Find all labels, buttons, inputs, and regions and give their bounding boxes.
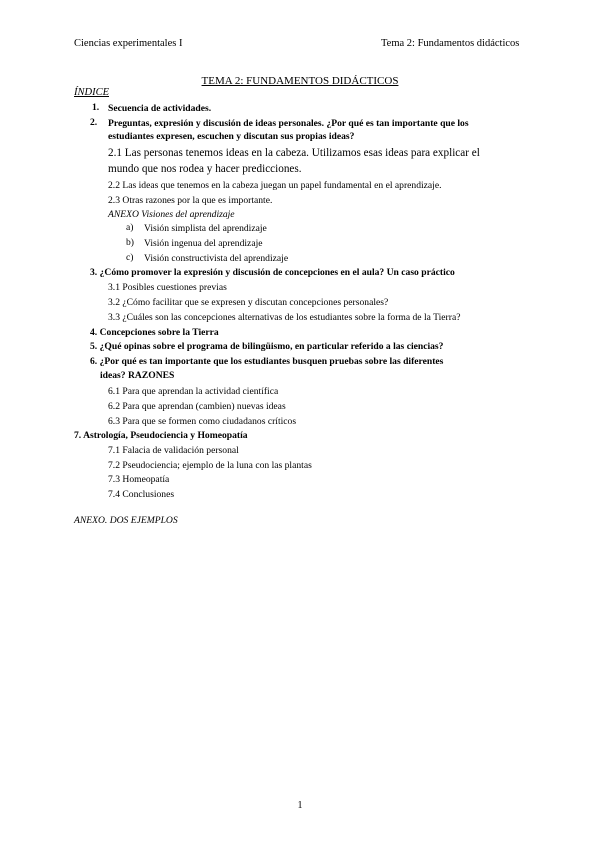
header-right: Tema 2: Fundamentos didácticos xyxy=(381,38,520,49)
toc-subitem-2-3: 2.3 Otras razones por la que es importante. xyxy=(108,195,273,206)
toc-annex-b: Visión ingenua del aprendizaje xyxy=(144,238,263,249)
toc-item-4: 4. Concepciones sobre la Tierra xyxy=(90,327,219,338)
toc-item-6-line-2: ideas? RAZONES xyxy=(100,370,175,381)
toc-subitem-2-1-line-1: 2.1 Las personas tenemos ideas en la cabeza. Utilizamos esas ideas para explicar el xyxy=(108,147,480,159)
toc-subitem-2-2: 2.2 Las ideas que tenemos en la cabeza juegan un papel fundamental en el aprendizaje. xyxy=(108,180,442,191)
list-marker: a) xyxy=(126,222,134,233)
toc-item-3: 3. ¿Cómo promover la expresión y discusión de concepciones en el aula? Un caso práctico xyxy=(90,267,455,278)
toc-subitem-7-4: 7.4 Conclusiones xyxy=(108,489,175,500)
annex-examples: ANEXO. DOS EJEMPLOS xyxy=(74,515,178,526)
toc-subitem-3-3: 3.3 ¿Cuáles son las concepciones alternativas de los estudiantes sobre la forma de la Tierra? xyxy=(108,312,461,323)
toc-subitem-2-1-line-2: mundo que nos rodea y hacer predicciones. xyxy=(108,163,302,175)
toc-subitem-3-2: 3.2 ¿Cómo facilitar que se expresen y discutan concepciones personales? xyxy=(108,297,389,308)
page-number: 1 xyxy=(297,800,303,811)
toc-annex-c: Visión constructivista del aprendizaje xyxy=(144,253,289,264)
document-title: TEMA 2: FUNDAMENTOS DIDÁCTICOS xyxy=(201,75,399,87)
toc-item-2-line-2: estudiantes expresen, escuchen y discutan sus propias ideas? xyxy=(108,131,355,142)
list-marker: c) xyxy=(126,252,134,263)
toc-item-6-line-1: 6. ¿Por qué es tan importante que los estudiantes busquen pruebas sobre las diferentes xyxy=(90,356,444,367)
toc-subitem-7-2: 7.2 Pseudociencia; ejemplo de la luna con las plantas xyxy=(108,460,312,471)
toc-item-7: 7. Astrología, Pseudociencia y Homeopatía xyxy=(74,430,248,441)
toc-subitem-6-2: 6.2 Para que aprendan (cambien) nuevas ideas xyxy=(108,401,286,412)
list-marker: b) xyxy=(126,237,134,248)
toc-subitem-6-1: 6.1 Para que aprendan la actividad científica xyxy=(108,386,279,397)
toc-subitem-6-3: 6.3 Para que se formen como ciudadanos críticos xyxy=(108,416,297,427)
index-heading: ÍNDICE xyxy=(74,87,109,98)
toc-item-5: 5. ¿Qué opinas sobre el programa de bilingüismo, en particular referido a las ciencias? xyxy=(90,341,444,352)
toc-annex: ANEXO Visiones del aprendizaje xyxy=(108,209,235,220)
toc-item-1: Secuencia de actividades. xyxy=(108,103,212,114)
toc-subitem-7-3: 7.3 Homeopatía xyxy=(108,474,170,485)
item-number: 2. xyxy=(90,117,98,128)
item-number: 1. xyxy=(92,102,100,113)
header-left: Ciencias experimentales I xyxy=(74,38,183,49)
toc-subitem-7-1: 7.1 Falacia de validación personal xyxy=(108,445,239,456)
toc-item-2-line-1: Preguntas, expresión y discusión de ideas personales. ¿Por qué es tan importante que los xyxy=(108,118,469,129)
toc-annex-a: Visión simplista del aprendizaje xyxy=(144,223,267,234)
toc-subitem-3-1: 3.1 Posibles cuestiones previas xyxy=(108,282,227,293)
